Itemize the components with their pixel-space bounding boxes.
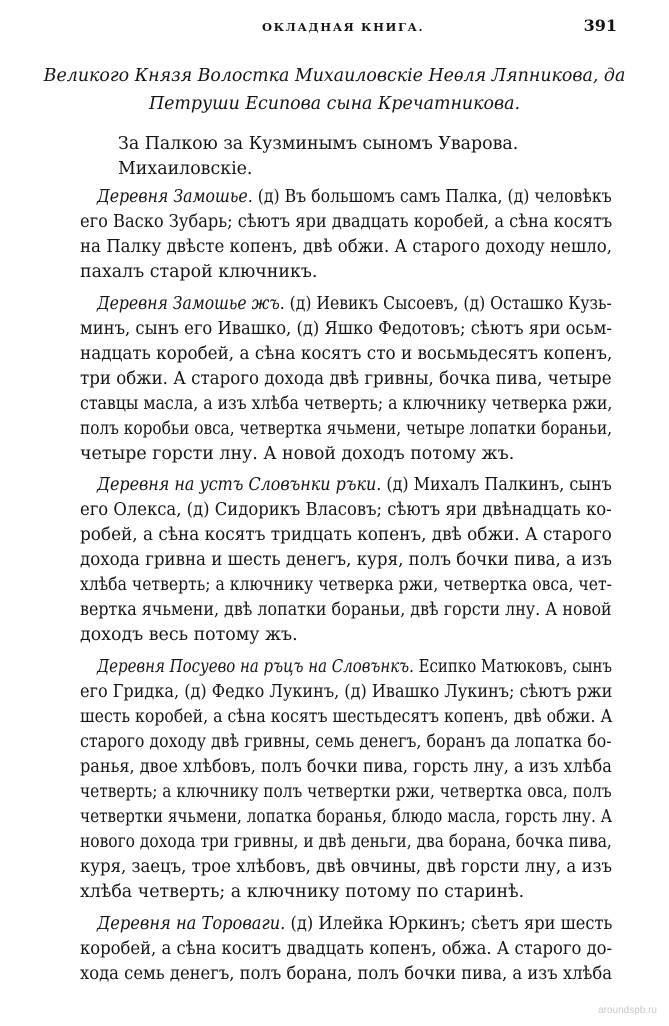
- entry-text: (д) Михалъ Палкинъ, сынъ: [381, 475, 612, 495]
- entry-heading: Деревня Посуево на ръцъ на Словънкъ.: [97, 657, 414, 677]
- entry-text: (д) Илейка Юркинъ; сѣетъ яри шесть: [285, 914, 613, 934]
- entry-line: на Палку двѣсте копенъ, двѣ обжи. А старого доходу нешло,: [80, 237, 613, 257]
- watermark: aroundspb.ru: [598, 1005, 657, 1016]
- entry-line: шесть коробей, а сѣна косятъ шестьдесятъ копенъ, двѣ обжи. А: [80, 707, 613, 727]
- entry-line: доходъ весь потому жъ.: [80, 625, 298, 645]
- entry-text: Есипко Матюковъ, сынъ: [413, 657, 613, 677]
- entry-line: хлѣба четверть; а ключнику потому по старинѣ.: [80, 882, 525, 902]
- entry-line: четверть; а ключнику полъ четвертки ржи, четвертка овса, полъ: [80, 782, 612, 802]
- entry-line: полъ коробьи овса, четвертка ячьмени, четыре лопатки бораньи,: [80, 419, 613, 439]
- entry-heading: Деревня на устъ Словънки ръки.: [97, 475, 382, 495]
- entry-line: минъ, сынъ его Ивашко, (д) Яшко Федотовъ; сѣютъ яри осьм-: [80, 319, 612, 339]
- entry-line: пахалъ старой ключникъ.: [80, 262, 318, 282]
- entry-line: нового дохода три гривны, и двѣ деньги, два борана, бочка пива,: [80, 832, 612, 852]
- entry-line: его Олекса, (д) Сидорикъ Власовъ; сѣютъ яри двѣнадцать ко-: [80, 500, 612, 520]
- entry-line: дохода гривна и шесть денегъ, куря, полъ бочки пива, а изъ: [80, 550, 613, 570]
- entry-line: старого доходу двѣ гривны, семь денегъ, боранъ да лопатка бо-: [80, 732, 612, 752]
- subtitle-line: За Палкою за Кузминымъ сыномъ Уварова.: [118, 134, 519, 154]
- entry-line: ставцы масла, а изъ хлѣба четверть; а ключнику четверка ржи,: [80, 394, 613, 414]
- entry-first-line: [97, 916, 612, 933]
- subtitle-line: Михаиловскіе.: [118, 159, 253, 179]
- entry-text: (д) Въ большомъ самъ Палка, (д) человѣкъ: [252, 187, 612, 207]
- entry-first-line: [97, 189, 612, 206]
- entry-line: хода семь денегъ, полъ борана, полъ бочки пива, а изъ хлѣба: [80, 964, 612, 984]
- entry-text: (д) Иевикъ Сысоевъ, (д) Осташко Кузь-: [284, 294, 612, 314]
- entry-heading: Деревня на Тороваги.: [97, 914, 286, 934]
- entry-first-line: [97, 296, 612, 313]
- title-line: Петруши Есипова сына Кречатникова.: [148, 94, 521, 114]
- entry-line: хлѣба четверть; а ключнику четверка ржи, четвертка овса, чет-: [80, 575, 612, 595]
- entry-line: четвертки ячьмени, лопатка боранья, блюдо масла, горсть лну. А: [80, 807, 613, 827]
- entry-line: коробей, а сѣна коситъ двадцать копенъ, обжа. А старого до-: [80, 939, 613, 959]
- entry-line: надцать коробей, а сѣна косятъ сто и восьмьдесятъ копенъ,: [80, 344, 613, 364]
- entry-first-line: [97, 659, 612, 676]
- entry-line: ранья, двое хлѣбовъ, полъ бочки пива, горсть лну, а изъ хлѣба: [80, 757, 612, 777]
- entry-line: вертка ячьмени, двѣ лопатки бораньи, двѣ горсти лну. А новой: [80, 600, 612, 620]
- running-head: ОКЛАДНАЯ КНИГА.: [262, 20, 425, 34]
- entry-first-line: [97, 477, 612, 494]
- entry-line: робей, а сѣна косятъ тридцать копенъ, двѣ обжи. А старого: [80, 525, 612, 545]
- title-line: Великого Князя Волостка Михаиловскіе Неѳля Ляпникова, да: [43, 66, 626, 86]
- entry-heading: Деревня Замошье.: [97, 187, 253, 207]
- entry-line: его Васко Зубарь; сѣютъ яри двадцать коробей, а сѣна косятъ: [80, 212, 613, 232]
- entry-line: четыре горсти лну. А новой доходъ потому жъ.: [80, 444, 515, 464]
- entry-line: его Гридка, (д) Федко Лукинъ, (д) Ивашко Лукинъ; сѣютъ ржи: [80, 682, 613, 702]
- entry-line: куря, заецъ, трое хлѣбовъ, двѣ овчины, двѣ горсти лну, а изъ: [80, 857, 612, 877]
- entry-line: три обжи. А старого дохода двѣ гривны, бочка пива, четыре: [80, 369, 612, 389]
- page-number: 391: [583, 16, 617, 35]
- entry-heading: Деревня Замошье жъ.: [97, 294, 285, 314]
